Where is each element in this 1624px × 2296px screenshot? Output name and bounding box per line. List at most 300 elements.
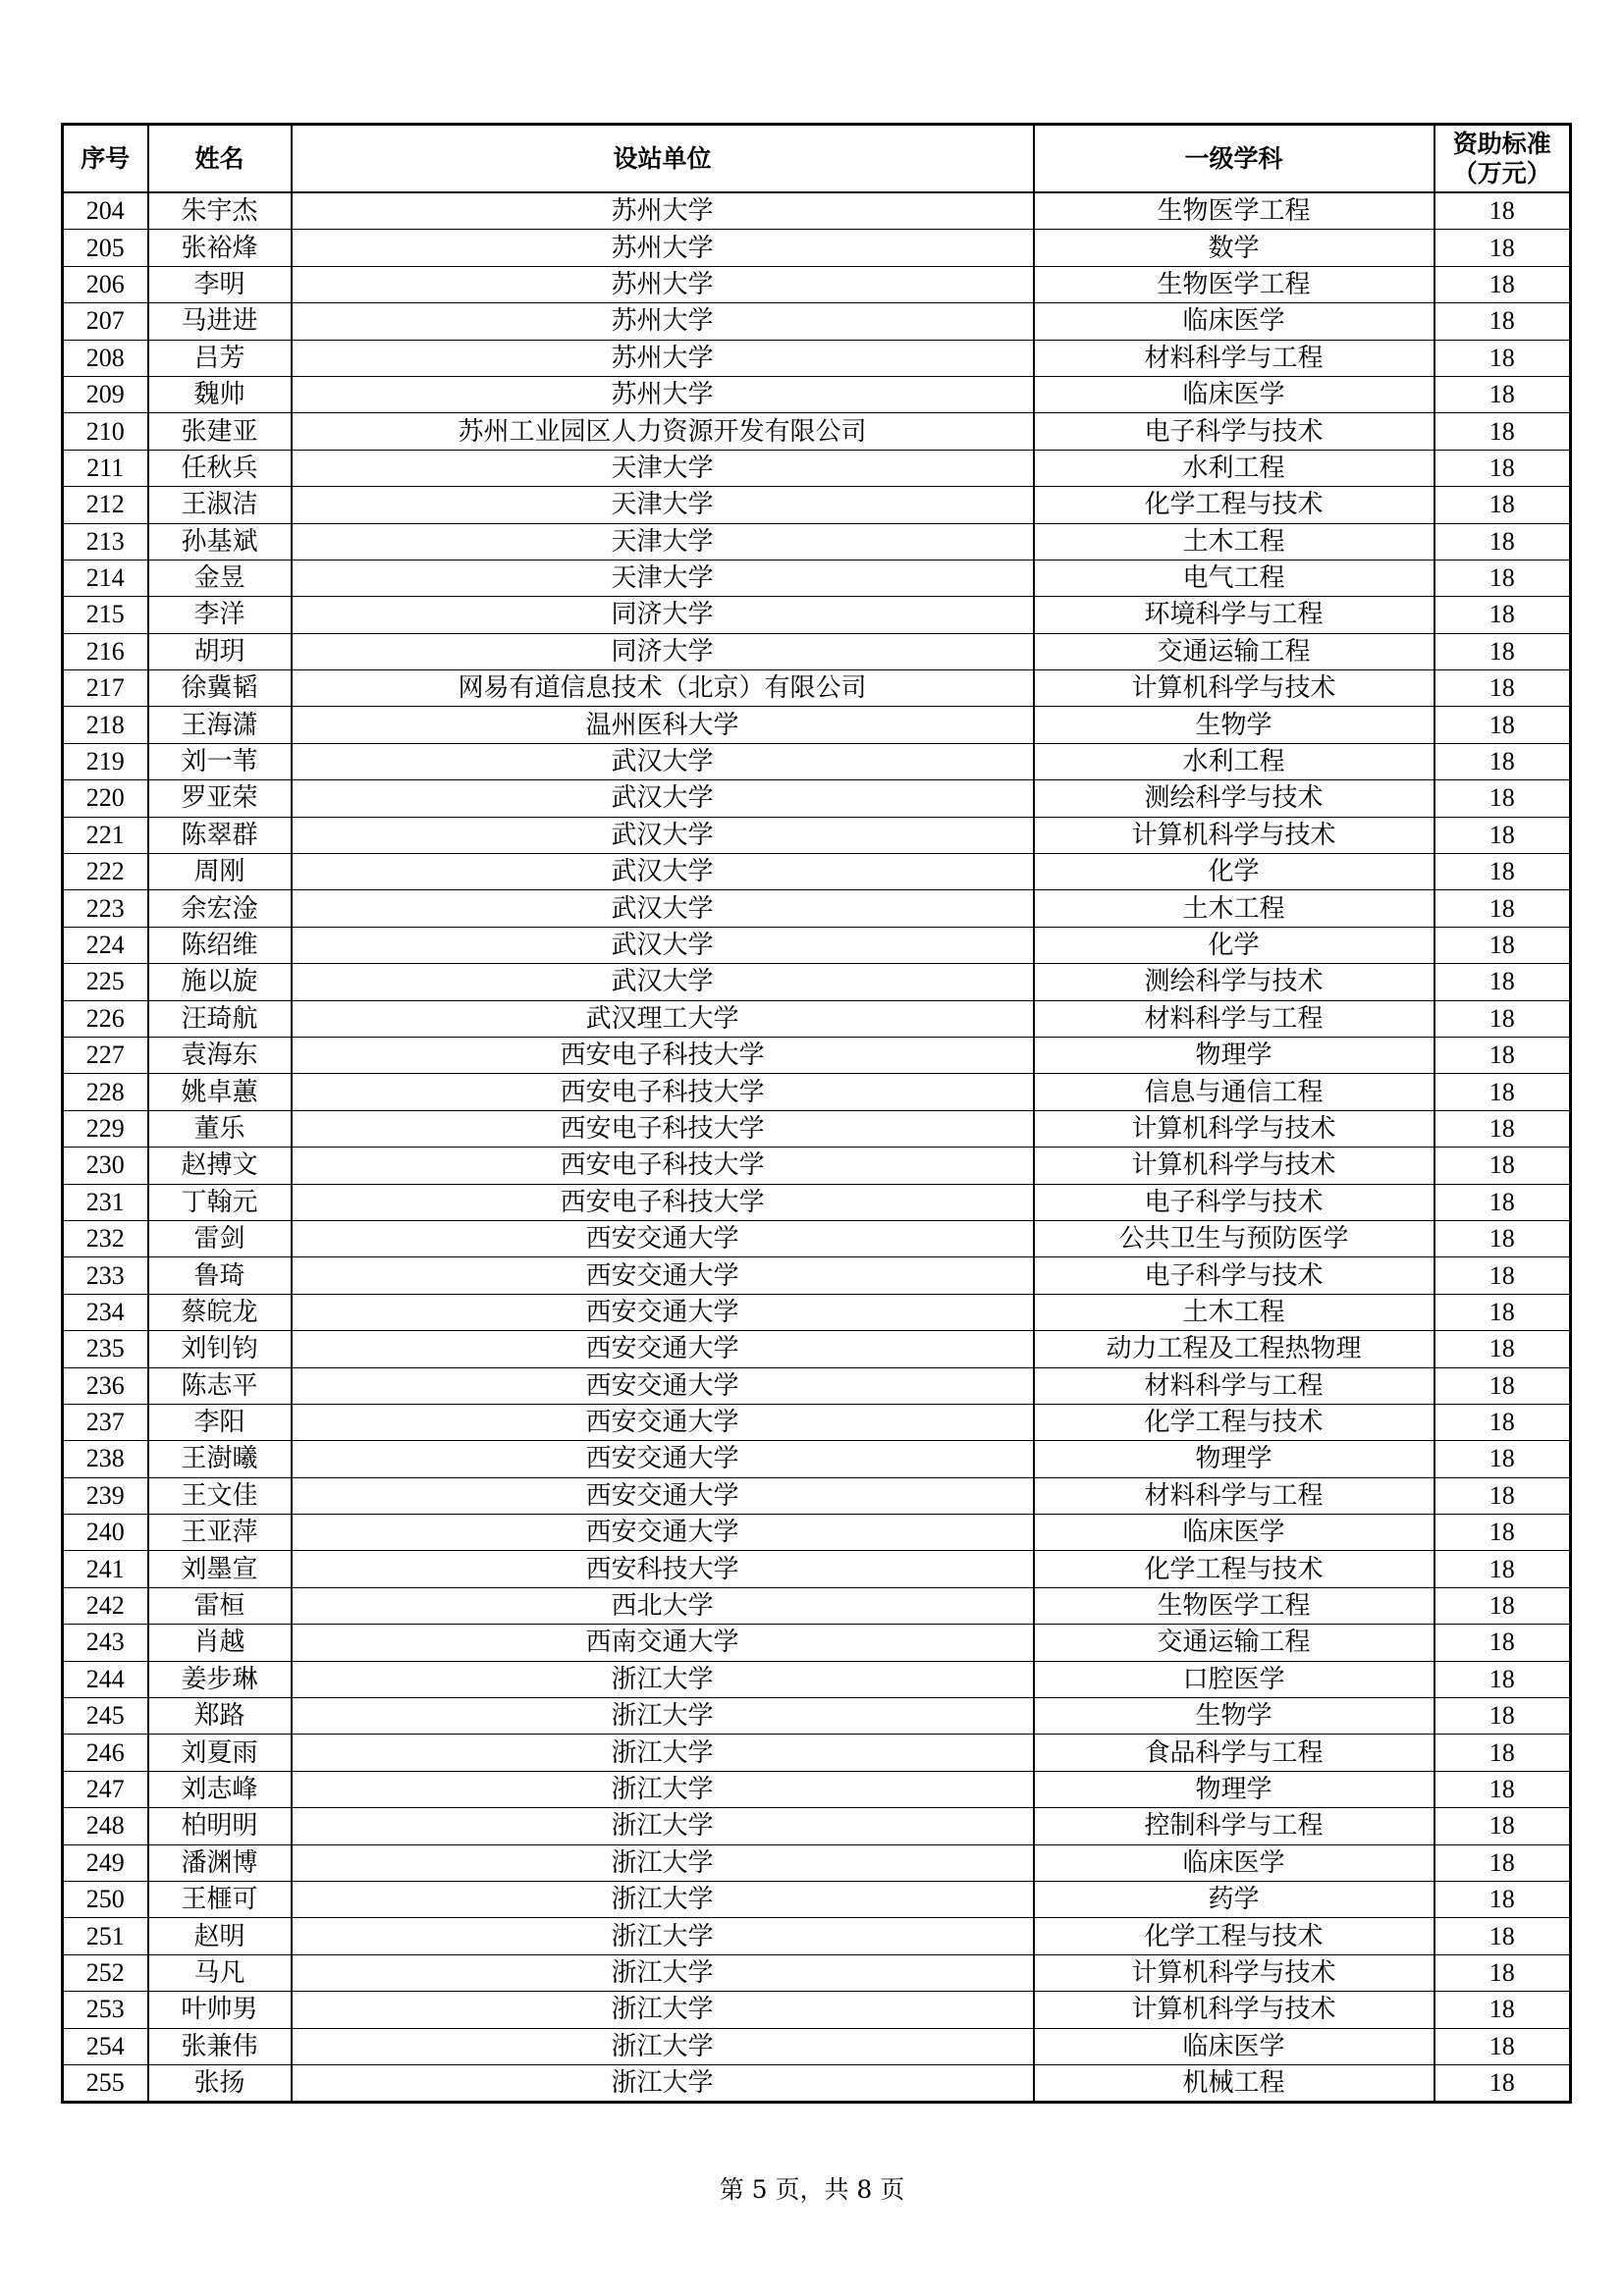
cell-institution: 同济大学 <box>292 597 1034 633</box>
cell-index: 219 <box>63 743 148 779</box>
cell-institution: 西安交通大学 <box>292 1294 1034 1330</box>
cell-name: 余宏淦 <box>148 890 292 927</box>
cell-discipline: 交通运输工程 <box>1034 633 1435 669</box>
cell-name: 赵搏文 <box>148 1148 292 1184</box>
table-row <box>63 303 1571 340</box>
cell-discipline: 控制科学与工程 <box>1034 1808 1435 1844</box>
cell-name: 周刚 <box>148 854 292 890</box>
cell-name: 孙基斌 <box>148 523 292 560</box>
cell-index: 232 <box>63 1220 148 1256</box>
cell-index: 222 <box>63 854 148 890</box>
cell-institution: 西安交通大学 <box>292 1220 1034 1256</box>
cell-name: 徐冀韬 <box>148 670 292 707</box>
cell-discipline: 计算机科学与技术 <box>1034 1148 1435 1184</box>
cell-name: 丁翰元 <box>148 1184 292 1220</box>
cell-index: 231 <box>63 1184 148 1220</box>
cell-funding: 18 <box>1435 1294 1571 1330</box>
cell-discipline: 水利工程 <box>1034 743 1435 779</box>
cell-discipline: 物理学 <box>1034 1037 1435 1073</box>
cell-index: 209 <box>63 376 148 412</box>
cell-funding: 18 <box>1435 1551 1571 1587</box>
cell-institution: 浙江大学 <box>292 1771 1034 1807</box>
cell-institution: 西安交通大学 <box>292 1441 1034 1477</box>
cell-index: 253 <box>63 1992 148 2028</box>
cell-index: 214 <box>63 560 148 596</box>
cell-institution: 武汉大学 <box>292 780 1034 817</box>
cell-discipline: 电子科学与技术 <box>1034 1184 1435 1220</box>
cell-index: 240 <box>63 1515 148 1551</box>
cell-funding: 18 <box>1435 1257 1571 1294</box>
table-row <box>63 633 1571 669</box>
table-row <box>63 1587 1571 1624</box>
cell-index: 205 <box>63 230 148 266</box>
cell-funding: 18 <box>1435 2028 1571 2064</box>
cell-index: 235 <box>63 1331 148 1367</box>
cell-institution: 浙江大学 <box>292 1881 1034 1917</box>
cell-institution: 西安交通大学 <box>292 1331 1034 1367</box>
table-row <box>63 1331 1571 1367</box>
cell-index: 218 <box>63 707 148 743</box>
cell-index: 251 <box>63 1918 148 1954</box>
cell-institution: 西安科技大学 <box>292 1551 1034 1587</box>
table-row <box>63 597 1571 633</box>
cell-institution: 浙江大学 <box>292 1844 1034 1881</box>
cell-name: 汪琦航 <box>148 1000 292 1037</box>
table-row <box>63 1404 1571 1440</box>
table-row <box>63 1735 1571 1771</box>
cell-funding: 18 <box>1435 1698 1571 1735</box>
cell-discipline: 临床医学 <box>1034 303 1435 340</box>
cell-funding: 18 <box>1435 413 1571 450</box>
cell-funding: 18 <box>1435 1110 1571 1147</box>
cell-discipline: 公共卫生与预防医学 <box>1034 1220 1435 1256</box>
cell-funding: 18 <box>1435 964 1571 1000</box>
cell-index: 224 <box>63 927 148 963</box>
cell-funding: 18 <box>1435 743 1571 779</box>
cell-index: 245 <box>63 1698 148 1735</box>
cell-discipline: 临床医学 <box>1034 1844 1435 1881</box>
cell-index: 215 <box>63 597 148 633</box>
cell-name: 刘墨宣 <box>148 1551 292 1587</box>
cell-institution: 武汉大学 <box>292 964 1034 1000</box>
cell-funding: 18 <box>1435 2064 1571 2102</box>
cell-institution: 苏州大学 <box>292 340 1034 376</box>
cell-institution: 天津大学 <box>292 523 1034 560</box>
table-row <box>63 670 1571 707</box>
cell-index: 249 <box>63 1844 148 1881</box>
cell-name: 张建亚 <box>148 413 292 450</box>
cell-index: 238 <box>63 1441 148 1477</box>
cell-discipline: 计算机科学与技术 <box>1034 1954 1435 1991</box>
cell-index: 217 <box>63 670 148 707</box>
cell-index: 221 <box>63 817 148 853</box>
table-row <box>63 1881 1571 1917</box>
cell-discipline: 材料科学与工程 <box>1034 1477 1435 1514</box>
cell-index: 223 <box>63 890 148 927</box>
table-header <box>63 125 1571 193</box>
cell-discipline: 化学 <box>1034 854 1435 890</box>
table-row <box>63 1220 1571 1256</box>
table-row <box>63 1184 1571 1220</box>
cell-name: 王澍曦 <box>148 1441 292 1477</box>
cell-discipline: 计算机科学与技术 <box>1034 817 1435 853</box>
cell-funding: 18 <box>1435 1515 1571 1551</box>
cell-discipline: 生物医学工程 <box>1034 1587 1435 1624</box>
cell-funding: 18 <box>1435 1844 1571 1881</box>
cell-name: 马进进 <box>148 303 292 340</box>
cell-institution: 天津大学 <box>292 487 1034 523</box>
cell-institution: 武汉大学 <box>292 927 1034 963</box>
table-row <box>63 1074 1571 1110</box>
cell-discipline: 临床医学 <box>1034 1515 1435 1551</box>
cell-funding: 18 <box>1435 1477 1571 1514</box>
cell-index: 248 <box>63 1808 148 1844</box>
cell-index: 236 <box>63 1367 148 1404</box>
cell-index: 207 <box>63 303 148 340</box>
cell-institution: 武汉大学 <box>292 743 1034 779</box>
cell-index: 229 <box>63 1110 148 1147</box>
cell-funding: 18 <box>1435 890 1571 927</box>
cell-institution: 苏州大学 <box>292 230 1034 266</box>
cell-discipline: 药学 <box>1034 1881 1435 1917</box>
cell-funding: 18 <box>1435 1037 1571 1073</box>
cell-discipline: 生物医学工程 <box>1034 266 1435 302</box>
cell-institution: 西安电子科技大学 <box>292 1074 1034 1110</box>
cell-funding: 18 <box>1435 670 1571 707</box>
cell-index: 237 <box>63 1404 148 1440</box>
table-row <box>63 1918 1571 1954</box>
cell-name: 姚卓蕙 <box>148 1074 292 1110</box>
cell-name: 李阳 <box>148 1404 292 1440</box>
cell-institution: 苏州大学 <box>292 192 1034 230</box>
cell-name: 陈翠群 <box>148 817 292 853</box>
cell-funding: 18 <box>1435 1367 1571 1404</box>
cell-name: 魏帅 <box>148 376 292 412</box>
table-row <box>63 1441 1571 1477</box>
cell-discipline: 化学工程与技术 <box>1034 1551 1435 1587</box>
table-row <box>63 1515 1571 1551</box>
cell-name: 刘志峰 <box>148 1771 292 1807</box>
cell-funding: 18 <box>1435 854 1571 890</box>
cell-institution: 西安交通大学 <box>292 1257 1034 1294</box>
cell-funding: 18 <box>1435 1881 1571 1917</box>
cell-discipline: 计算机科学与技术 <box>1034 1110 1435 1147</box>
table-row <box>63 1148 1571 1184</box>
table-row <box>63 707 1571 743</box>
cell-name: 王淑洁 <box>148 487 292 523</box>
cell-institution: 西安电子科技大学 <box>292 1148 1034 1184</box>
cell-discipline: 生物学 <box>1034 1698 1435 1735</box>
cell-index: 233 <box>63 1257 148 1294</box>
cell-index: 225 <box>63 964 148 1000</box>
cell-name: 罗亚荣 <box>148 780 292 817</box>
cell-name: 董乐 <box>148 1110 292 1147</box>
cell-name: 李明 <box>148 266 292 302</box>
cell-index: 244 <box>63 1661 148 1697</box>
cell-discipline: 电子科学与技术 <box>1034 413 1435 450</box>
cell-funding: 18 <box>1435 1808 1571 1844</box>
table-row <box>63 487 1571 523</box>
cell-discipline: 生物学 <box>1034 707 1435 743</box>
cell-institution: 西安交通大学 <box>292 1404 1034 1440</box>
cell-name: 王亚萍 <box>148 1515 292 1551</box>
cell-funding: 18 <box>1435 1404 1571 1440</box>
table-row <box>63 2028 1571 2064</box>
cell-funding: 18 <box>1435 1587 1571 1624</box>
table-row <box>63 1000 1571 1037</box>
cell-funding: 18 <box>1435 1735 1571 1771</box>
cell-funding: 18 <box>1435 487 1571 523</box>
cell-name: 王榧可 <box>148 1881 292 1917</box>
cell-funding: 18 <box>1435 1148 1571 1184</box>
cell-name: 张扬 <box>148 2064 292 2102</box>
cell-institution: 武汉大学 <box>292 854 1034 890</box>
cell-funding: 18 <box>1435 1954 1571 1991</box>
table-row <box>63 1698 1571 1735</box>
table-row <box>63 192 1571 230</box>
cell-name: 姜步琳 <box>148 1661 292 1697</box>
cell-discipline: 临床医学 <box>1034 376 1435 412</box>
cell-institution: 浙江大学 <box>292 2028 1034 2064</box>
col-header-discipline: 一级学科 <box>1034 125 1435 193</box>
cell-index: 213 <box>63 523 148 560</box>
cell-name: 金昱 <box>148 560 292 596</box>
cell-institution: 西安电子科技大学 <box>292 1110 1034 1147</box>
table-row <box>63 1037 1571 1073</box>
cell-funding: 18 <box>1435 780 1571 817</box>
cell-discipline: 环境科学与工程 <box>1034 597 1435 633</box>
cell-discipline: 化学工程与技术 <box>1034 487 1435 523</box>
cell-funding: 18 <box>1435 927 1571 963</box>
cell-discipline: 化学工程与技术 <box>1034 1404 1435 1440</box>
table-row <box>63 1771 1571 1807</box>
cell-discipline: 动力工程及工程热物理 <box>1034 1331 1435 1367</box>
cell-funding: 18 <box>1435 1918 1571 1954</box>
cell-name: 叶帅男 <box>148 1992 292 2028</box>
cell-index: 220 <box>63 780 148 817</box>
cell-discipline: 化学工程与技术 <box>1034 1918 1435 1954</box>
cell-name: 王文佳 <box>148 1477 292 1514</box>
cell-institution: 浙江大学 <box>292 1661 1034 1697</box>
cell-name: 柏明明 <box>148 1808 292 1844</box>
cell-discipline: 生物医学工程 <box>1034 192 1435 230</box>
col-header-name: 姓名 <box>148 125 292 193</box>
cell-discipline: 测绘科学与技术 <box>1034 964 1435 1000</box>
cell-funding: 18 <box>1435 230 1571 266</box>
cell-discipline: 材料科学与工程 <box>1034 1367 1435 1404</box>
cell-discipline: 口腔医学 <box>1034 1661 1435 1697</box>
cell-discipline: 交通运输工程 <box>1034 1625 1435 1661</box>
cell-institution: 西南交通大学 <box>292 1625 1034 1661</box>
cell-funding: 18 <box>1435 1331 1571 1367</box>
cell-institution: 西安电子科技大学 <box>292 1184 1034 1220</box>
cell-index: 212 <box>63 487 148 523</box>
cell-funding: 18 <box>1435 376 1571 412</box>
header-row <box>63 125 1571 193</box>
cell-index: 247 <box>63 1771 148 1807</box>
cell-name: 陈绍维 <box>148 927 292 963</box>
cell-funding: 18 <box>1435 523 1571 560</box>
cell-index: 211 <box>63 450 148 486</box>
cell-discipline: 食品科学与工程 <box>1034 1735 1435 1771</box>
cell-institution: 浙江大学 <box>292 1698 1034 1735</box>
table-row <box>63 376 1571 412</box>
table-row <box>63 266 1571 302</box>
table-row <box>63 1844 1571 1881</box>
cell-institution: 浙江大学 <box>292 1992 1034 2028</box>
cell-funding: 18 <box>1435 1000 1571 1037</box>
cell-institution: 苏州工业园区人力资源开发有限公司 <box>292 413 1034 450</box>
cell-institution: 武汉理工大学 <box>292 1000 1034 1037</box>
cell-name: 蔡皖龙 <box>148 1294 292 1330</box>
cell-discipline: 水利工程 <box>1034 450 1435 486</box>
cell-index: 230 <box>63 1148 148 1184</box>
table-row <box>63 230 1571 266</box>
cell-funding: 18 <box>1435 1220 1571 1256</box>
cell-index: 210 <box>63 413 148 450</box>
cell-index: 239 <box>63 1477 148 1514</box>
cell-funding: 18 <box>1435 303 1571 340</box>
cell-funding: 18 <box>1435 1441 1571 1477</box>
cell-institution: 浙江大学 <box>292 1808 1034 1844</box>
cell-discipline: 电气工程 <box>1034 560 1435 596</box>
cell-name: 王海潇 <box>148 707 292 743</box>
cell-institution: 天津大学 <box>292 560 1034 596</box>
table-row <box>63 1110 1571 1147</box>
cell-index: 241 <box>63 1551 148 1587</box>
table-row <box>63 964 1571 1000</box>
cell-institution: 网易有道信息技术（北京）有限公司 <box>292 670 1034 707</box>
table-row <box>63 817 1571 853</box>
cell-institution: 温州医科大学 <box>292 707 1034 743</box>
table-row <box>63 1257 1571 1294</box>
table-row <box>63 1808 1571 1844</box>
cell-institution: 浙江大学 <box>292 1918 1034 1954</box>
cell-funding: 18 <box>1435 707 1571 743</box>
cell-index: 252 <box>63 1954 148 1991</box>
cell-discipline: 材料科学与工程 <box>1034 340 1435 376</box>
cell-index: 204 <box>63 192 148 230</box>
cell-institution: 武汉大学 <box>292 817 1034 853</box>
cell-name: 刘钊钧 <box>148 1331 292 1367</box>
table-row <box>63 1294 1571 1330</box>
cell-index: 254 <box>63 2028 148 2064</box>
table-row <box>63 2064 1571 2102</box>
cell-funding: 18 <box>1435 817 1571 853</box>
cell-funding: 18 <box>1435 633 1571 669</box>
cell-discipline: 土木工程 <box>1034 523 1435 560</box>
cell-funding: 18 <box>1435 560 1571 596</box>
cell-discipline: 计算机科学与技术 <box>1034 670 1435 707</box>
table-row <box>63 450 1571 486</box>
cell-discipline: 临床医学 <box>1034 2028 1435 2064</box>
cell-name: 肖越 <box>148 1625 292 1661</box>
cell-discipline: 机械工程 <box>1034 2064 1435 2102</box>
table-row <box>63 780 1571 817</box>
cell-index: 226 <box>63 1000 148 1037</box>
page-footer: 第 5 页，共 8 页 <box>719 2175 905 2204</box>
table-row <box>63 1661 1571 1697</box>
cell-funding: 18 <box>1435 1625 1571 1661</box>
cell-funding: 18 <box>1435 1184 1571 1220</box>
cell-funding: 18 <box>1435 266 1571 302</box>
cell-index: 208 <box>63 340 148 376</box>
cell-discipline: 计算机科学与技术 <box>1034 1992 1435 2028</box>
cell-name: 陈志平 <box>148 1367 292 1404</box>
table-row <box>63 413 1571 450</box>
cell-institution: 苏州大学 <box>292 303 1034 340</box>
col-header-funding: 资助标准 （万元） <box>1435 125 1571 193</box>
cell-institution: 天津大学 <box>292 450 1034 486</box>
cell-index: 255 <box>63 2064 148 2102</box>
cell-name: 赵明 <box>148 1918 292 1954</box>
cell-discipline: 物理学 <box>1034 1771 1435 1807</box>
table-row <box>63 1954 1571 1991</box>
cell-index: 228 <box>63 1074 148 1110</box>
cell-funding: 18 <box>1435 1074 1571 1110</box>
cell-name: 刘夏雨 <box>148 1735 292 1771</box>
cell-funding: 18 <box>1435 340 1571 376</box>
col-header-index: 序号 <box>63 125 148 193</box>
cell-name: 鲁琦 <box>148 1257 292 1294</box>
cell-name: 张兼伟 <box>148 2028 292 2064</box>
table-body <box>63 192 1571 2103</box>
cell-name: 吕芳 <box>148 340 292 376</box>
table-row <box>63 1625 1571 1661</box>
cell-index: 206 <box>63 266 148 302</box>
cell-institution: 同济大学 <box>292 633 1034 669</box>
cell-funding: 18 <box>1435 1771 1571 1807</box>
cell-institution: 西安交通大学 <box>292 1477 1034 1514</box>
cell-index: 243 <box>63 1625 148 1661</box>
cell-index: 216 <box>63 633 148 669</box>
cell-name: 朱宇杰 <box>148 192 292 230</box>
cell-institution: 西安交通大学 <box>292 1367 1034 1404</box>
cell-name: 雷剑 <box>148 1220 292 1256</box>
cell-institution: 西安交通大学 <box>292 1515 1034 1551</box>
cell-institution: 浙江大学 <box>292 1954 1034 1991</box>
cell-name: 胡玥 <box>148 633 292 669</box>
cell-name: 雷桓 <box>148 1587 292 1624</box>
cell-discipline: 数学 <box>1034 230 1435 266</box>
table-row <box>63 560 1571 596</box>
cell-institution: 浙江大学 <box>292 2064 1034 2102</box>
cell-name: 潘渊博 <box>148 1844 292 1881</box>
cell-funding: 18 <box>1435 192 1571 230</box>
table-row <box>63 1367 1571 1404</box>
cell-institution: 西安电子科技大学 <box>292 1037 1034 1073</box>
table-row <box>63 743 1571 779</box>
table-row <box>63 1992 1571 2028</box>
postdoc-funding-table <box>61 123 1572 2104</box>
table-row <box>63 927 1571 963</box>
cell-index: 246 <box>63 1735 148 1771</box>
cell-discipline: 测绘科学与技术 <box>1034 780 1435 817</box>
cell-name: 张裕烽 <box>148 230 292 266</box>
cell-index: 227 <box>63 1037 148 1073</box>
cell-institution: 西北大学 <box>292 1587 1034 1624</box>
cell-index: 242 <box>63 1587 148 1624</box>
cell-name: 李洋 <box>148 597 292 633</box>
cell-index: 234 <box>63 1294 148 1330</box>
cell-name: 刘一苇 <box>148 743 292 779</box>
cell-name: 任秋兵 <box>148 450 292 486</box>
cell-name: 袁海东 <box>148 1037 292 1073</box>
cell-index: 250 <box>63 1881 148 1917</box>
cell-discipline: 物理学 <box>1034 1441 1435 1477</box>
cell-discipline: 信息与通信工程 <box>1034 1074 1435 1110</box>
cell-funding: 18 <box>1435 597 1571 633</box>
